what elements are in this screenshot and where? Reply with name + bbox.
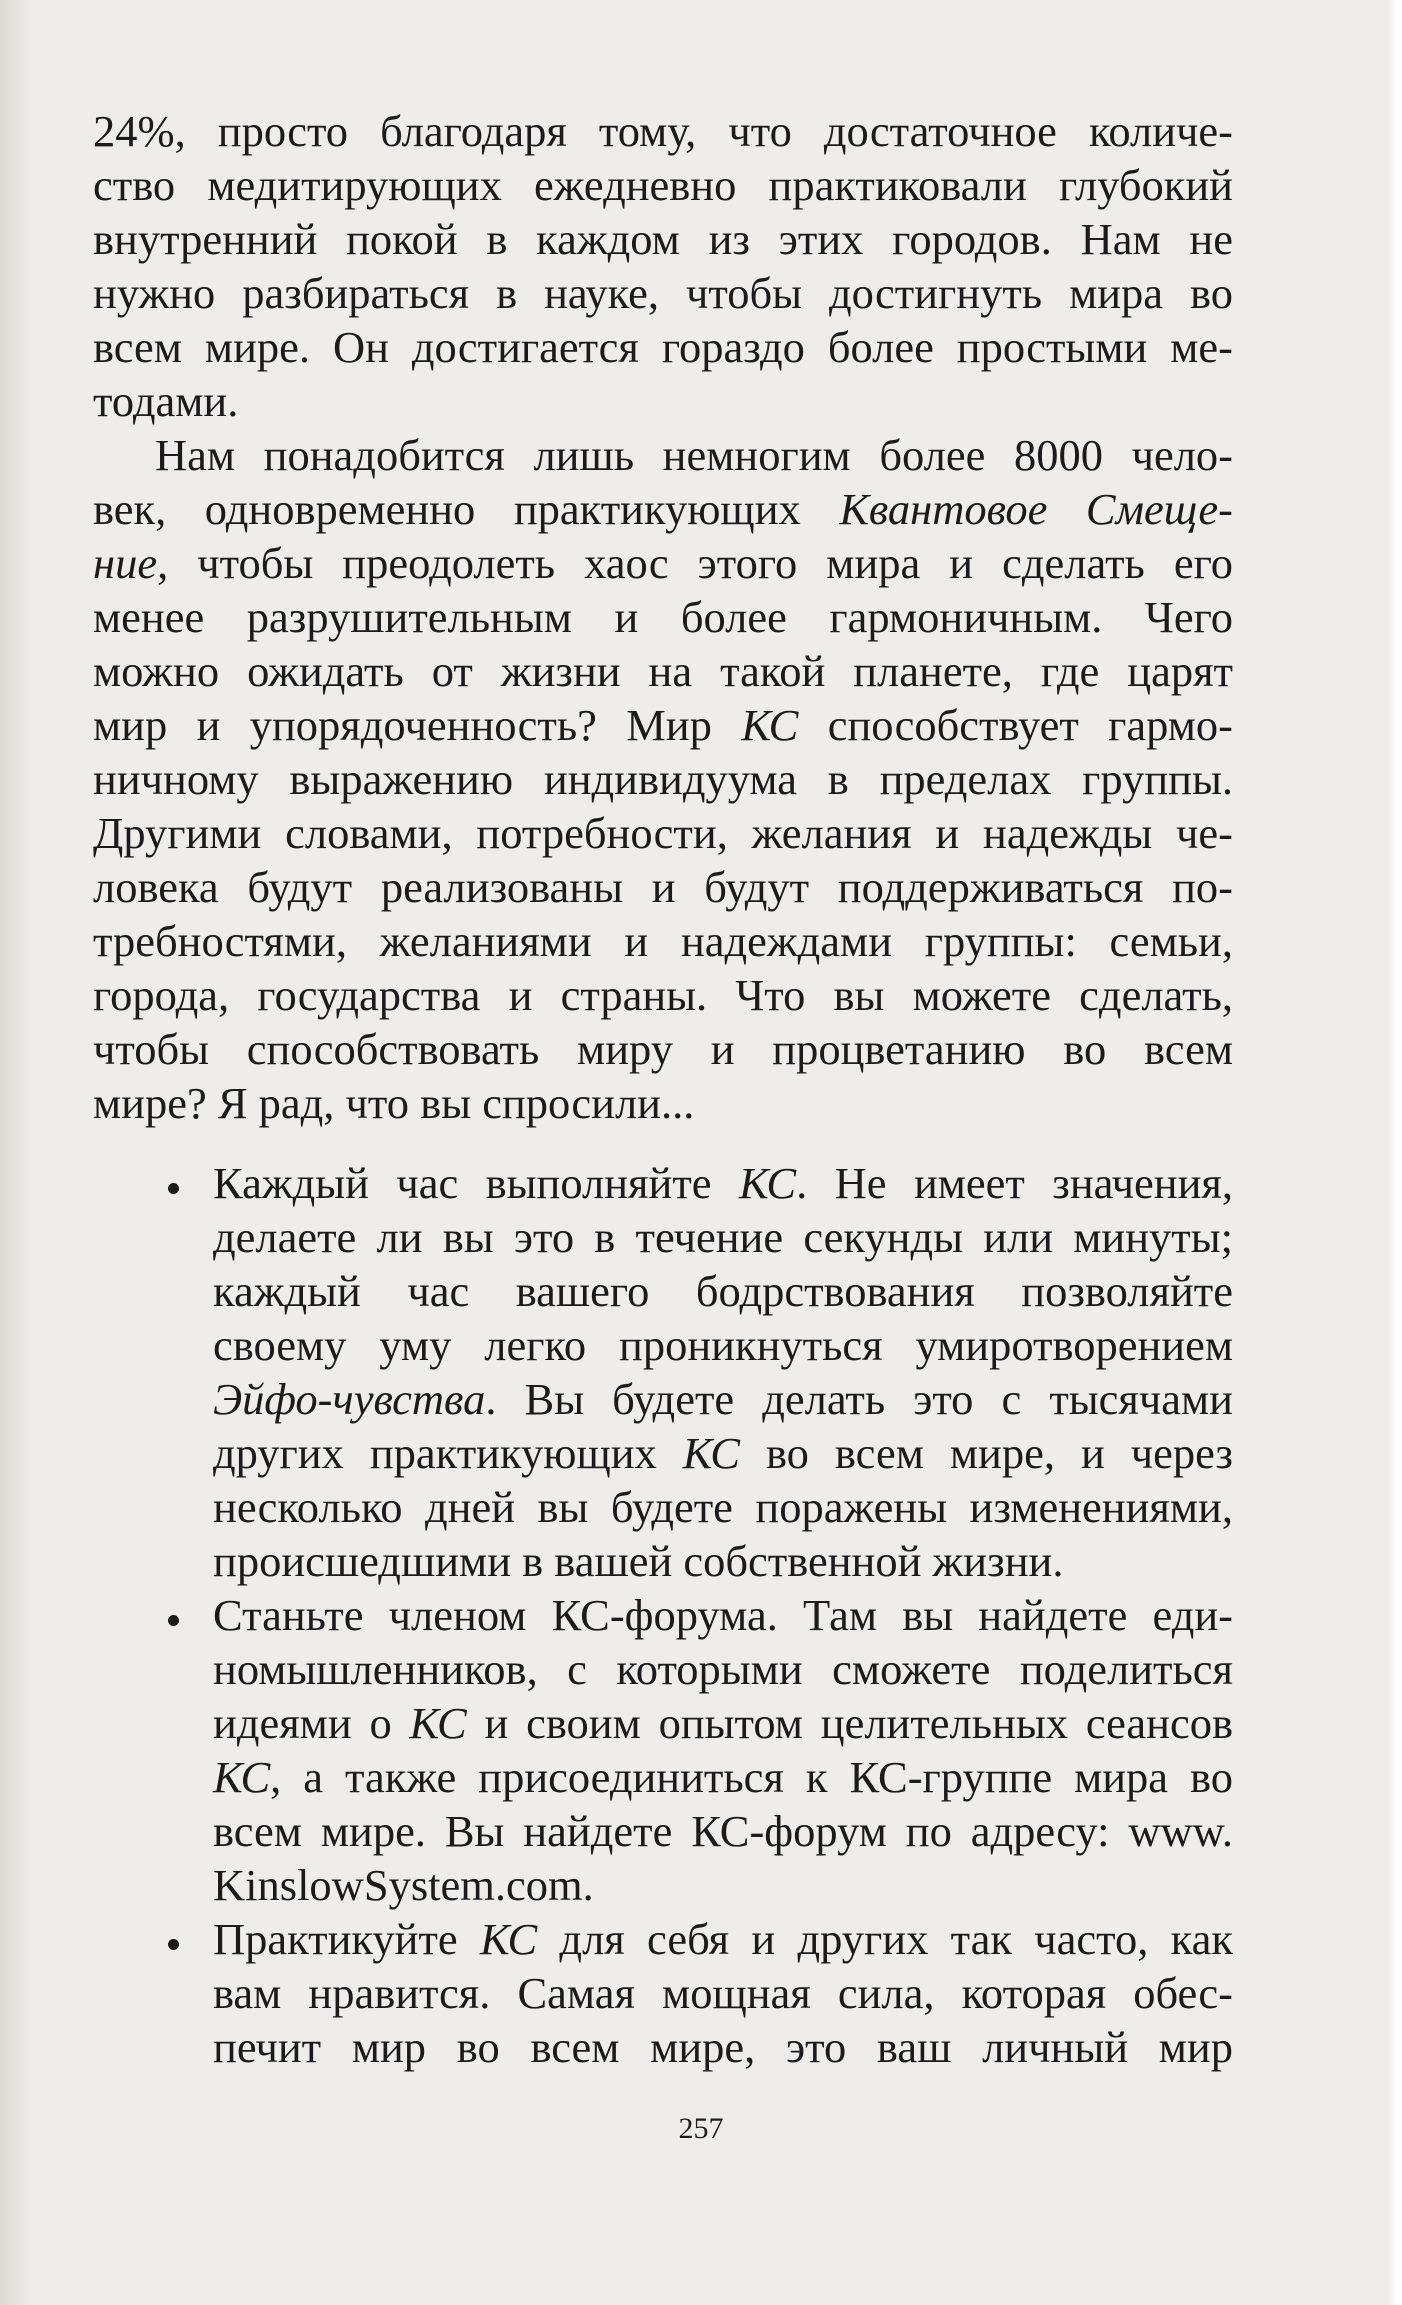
text-line: каждый час вашего бодрствования позволяйте: [213, 1266, 1233, 1316]
text-line: [93, 536, 1233, 590]
text-line: Станьте членом КС-форума. Там вы найдете еди-: [213, 1590, 1233, 1640]
text-line: [213, 1372, 1233, 1426]
text-fragment: Практикуйте: [213, 1914, 480, 1964]
text-line: [213, 1696, 1233, 1750]
text-line: Другими словами, потребности, желания и надежды че-: [93, 808, 1233, 858]
paragraph-2: [93, 428, 1233, 1130]
text-line: KinslowSystem.com.: [213, 1860, 594, 1910]
list-item: [93, 1912, 1233, 2074]
text-line: своему уму легко проникнуться умиротворением: [213, 1320, 1233, 1370]
italic-term: КС: [409, 1698, 467, 1748]
text-fragment: век, одновременно практикующих: [93, 484, 840, 534]
text-fragment: других практикующих: [213, 1428, 683, 1478]
text-line: [213, 1156, 1233, 1210]
italic-term: ние: [93, 538, 158, 588]
text-line: внутренний покой в каждом из этих городов. Нам не: [93, 214, 1233, 264]
text-line: [213, 1426, 1233, 1480]
text-line: [213, 1750, 1233, 1804]
text-line: требностями, желаниями и надеждами группы: семьи,: [93, 916, 1233, 966]
text-line: чтобы способствовать миру и процветанию во всем: [93, 1024, 1233, 1074]
text-fragment: , чтобы преодолеть хаос этого мира и сделать его: [157, 538, 1233, 588]
italic-term: КС: [738, 1158, 797, 1208]
text-line: ничному выражению индивидуума в пределах группы.: [93, 754, 1233, 804]
bullet-icon: [159, 1588, 189, 1642]
text-line: вам нравится. Самая мощная сила, которая обес-: [213, 1968, 1233, 2018]
text-line: можно ожидать от жизни на такой планете, где царят: [93, 646, 1233, 696]
text-line: [93, 482, 1233, 536]
text-fragment: Каждый час выполняйте: [213, 1158, 739, 1208]
text-line: менее разрушительным и более гармоничным. Чего: [93, 592, 1233, 642]
page-text: [93, 104, 1233, 2074]
italic-term: КС: [213, 1752, 271, 1802]
text-fragment: и своим опытом целительных сеансов: [466, 1698, 1233, 1748]
paragraph-1: [93, 104, 1233, 428]
text-fragment: во всем мире, и через: [739, 1428, 1234, 1478]
text-line: [93, 698, 1233, 752]
text-line: города, государства и страны. Что вы можете сделать,: [93, 970, 1233, 1020]
text-line: Нам понадобится лишь немногим более 8000 чело-: [155, 430, 1233, 480]
text-fragment: для себя и других так часто, как: [537, 1914, 1233, 1964]
italic-term: КС: [682, 1428, 740, 1478]
list-item: [93, 1156, 1233, 1588]
text-line: нужно разбираться в науке, чтобы достигнуть мира во: [93, 268, 1233, 318]
text-line: [213, 1912, 1233, 1966]
text-line: печит мир во всем мире, это ваш личный мир: [213, 2022, 1233, 2072]
text-line: 24%, просто благодаря тому, что достаточное количе-: [93, 106, 1233, 156]
text-line: происшедшими в вашей собственной жизни.: [213, 1536, 1064, 1586]
bullet-icon: [159, 1912, 189, 1966]
text-line: номышленников, с которыми сможете поделиться: [213, 1644, 1233, 1694]
text-fragment: , а также присоединиться к КС-группе мира во: [270, 1752, 1233, 1802]
italic-term: Квантовое Смеще-: [839, 484, 1233, 534]
text-fragment: способствует гармо-: [798, 700, 1233, 750]
text-line: всем мире. Вы найдете КС-форум по адресу: www.: [213, 1806, 1233, 1856]
list-item: [93, 1588, 1233, 1912]
text-line: мире? Я рад, что вы спросили...: [93, 1078, 695, 1128]
italic-term: Эйфо-чувства: [213, 1374, 486, 1424]
bullet-list: [93, 1156, 1233, 2074]
text-fragment: . Не имеет значения,: [796, 1158, 1233, 1208]
text-fragment: идеями о: [213, 1698, 410, 1748]
text-line: несколько дней вы будете поражены изменениями,: [213, 1482, 1233, 1532]
bullet-icon: [159, 1156, 189, 1210]
text-line: делаете ли вы это в течение секунды или минуты;: [213, 1212, 1233, 1262]
italic-term: КС: [479, 1914, 538, 1964]
text-line: ловека будут реализованы и будут поддерживаться по-: [93, 862, 1233, 912]
text-fragment: мир и упорядоченность? Мир: [93, 700, 742, 750]
page-number: 257: [678, 2112, 724, 2145]
text-line: тодами.: [93, 376, 239, 426]
text-line: всем мире. Он достигается гораздо более простыми ме-: [93, 322, 1233, 372]
text-line: ство медитирующих ежедневно практиковали глубокий: [93, 160, 1233, 210]
italic-term: КС: [741, 700, 799, 750]
text-fragment: . Вы будете делать это с тысячами: [485, 1374, 1233, 1424]
